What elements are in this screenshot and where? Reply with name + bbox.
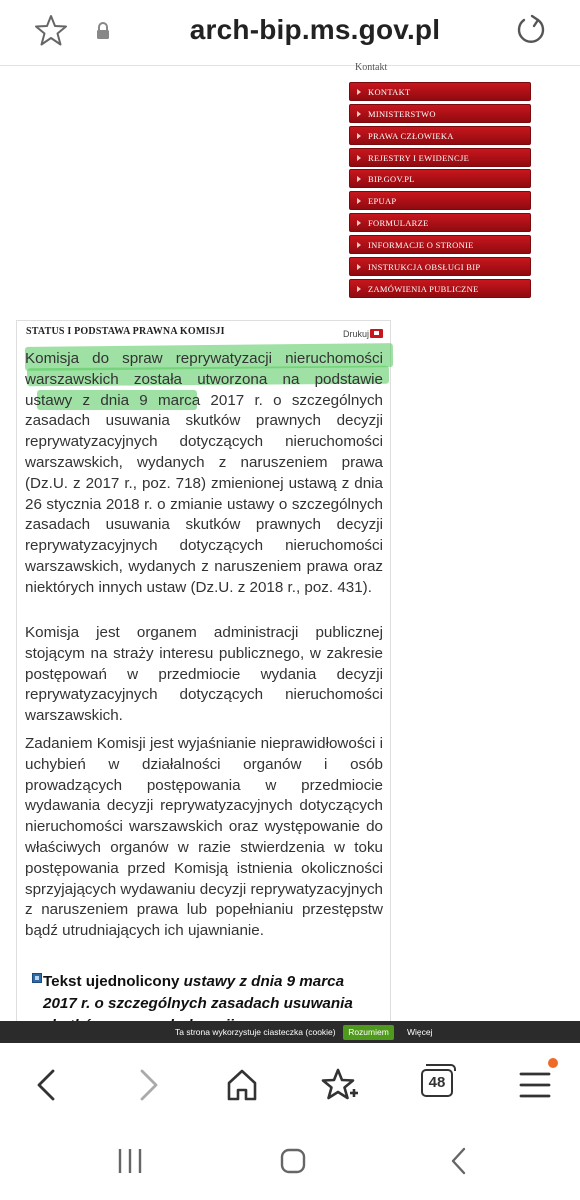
cookie-text: Ta strona wykorzystuje ciasteczka (cookie) — [175, 1027, 336, 1037]
menu-item-prawa-czlowieka[interactable]: PRAWA CZŁOWIEKA — [349, 126, 531, 145]
consolidated-text-title: ustawy z dnia 9 marca 2017 r. o szczególnych zasadach usuwania — [43, 973, 353, 1012]
menu-item-rejestry[interactable]: REJESTRY I EWIDENCJE — [349, 148, 531, 167]
paragraph-3: Zadaniem Komisji jest wyjaśnianie nieprawidłowości i uchybień w działalności organów i osób prowadzących postępowania w przedmiocie wydawania decyzji reprywatyzacyjnych dotyczących nieruchomości warszawskich oraz występowanie do właściwych organów w razie stwierdzenia w toku postępowania przed Komisją istnienia okoliczności sprzyjających wydawaniu decyzji reprywatyzacyjnych z naruszeniem prawa lub popełnianiu przestępstw bądź utrudniających ich ujawnianie. — [25, 735, 383, 940]
browser-toolbar — [0, 1043, 580, 1125]
back-nav-icon[interactable] — [444, 1145, 476, 1177]
article-title: STATUS I PODSTAWA PRAWNA KOMISJI — [26, 326, 225, 337]
print-icon — [370, 329, 383, 338]
forward-icon[interactable] — [128, 1065, 168, 1105]
recent-apps-icon[interactable] — [114, 1145, 146, 1177]
sidebar-menu — [349, 82, 531, 300]
menu-item-informacje[interactable]: INFORMACJE O STRONIE — [349, 235, 531, 254]
print-label: Drukuj — [343, 329, 370, 339]
bullet-icon — [32, 973, 42, 983]
back-icon[interactable] — [28, 1065, 68, 1105]
menu-item-epuap[interactable]: EPUAP — [349, 191, 531, 210]
menu-item-formularze[interactable]: FORMULARZE — [349, 213, 531, 232]
browser-address-bar — [0, 0, 580, 66]
menu-item-instrukcja[interactable]: INSTRUKCJA OBSŁUGI BIP — [349, 257, 531, 276]
notification-dot — [548, 1058, 558, 1068]
menu-item-kontakt[interactable]: KONTAKT — [349, 82, 531, 101]
sidebar-cut-label: Kontakt — [355, 62, 388, 73]
paragraph-1: Komisja do spraw reprywatyzacji nieruchomości warszawskich została utworzona na podstawie ustawy z dnia 9 marca 2017 r. o szczególnych zasadach usuwania skutków prawnych decyzji reprywatyzacyjnych dotyczących nieruchomości warszawskich, wydanych z naruszeniem prawa (Dz.U. z 2017 r., poz. 718) zmienionej ustawą z dnia 26 stycznia 2018 r. o zmianie ustawy o szczególnych zasadach usuwania skutków prawnych decyzji reprywatyzacyjnych dotyczących nieruchomości warszawskich, wydanych z naruszeniem prawa oraz niektórych innych ustaw (Dz.U. z 2018 r., poz. 431). — [25, 350, 383, 596]
menu-item-ministerstwo[interactable]: MINISTERSTWO — [349, 104, 531, 123]
cookie-accept-button[interactable]: Rozumiem — [343, 1025, 394, 1040]
lock-icon — [95, 22, 111, 40]
url-field[interactable]: arch-bip.ms.gov.pl — [189, 14, 441, 45]
tabs-count-button[interactable]: 48 — [421, 1069, 453, 1097]
cookie-bar — [0, 1021, 580, 1043]
system-nav-bar — [0, 1125, 580, 1200]
reload-icon[interactable] — [514, 13, 548, 47]
bookmark-add-icon[interactable] — [320, 1065, 360, 1105]
home-icon[interactable] — [222, 1065, 262, 1105]
menu-item-bip-gov[interactable]: BIP.GOV.PL — [349, 169, 531, 188]
paragraph-2: Komisja jest organem administracji publicznej stojącym na straży interesu publicznego, w zakresie postępowań w przedmiocie wydania decyzji reprywatyzacyjnych dotyczących nieruchomości warszawskich. — [25, 624, 383, 725]
menu-icon[interactable] — [515, 1065, 555, 1105]
menu-item-zamowienia[interactable]: ZAMÓWIENIA PUBLICZNE — [349, 279, 531, 298]
cookie-more-link[interactable]: Więcej — [407, 1027, 433, 1037]
consolidated-text-prefix: Tekst ujednolicony — [43, 973, 184, 990]
print-button[interactable] — [343, 329, 383, 339]
home-nav-icon[interactable] — [277, 1145, 309, 1177]
bookmark-star-icon[interactable] — [34, 13, 68, 47]
article-panel — [16, 320, 391, 1040]
